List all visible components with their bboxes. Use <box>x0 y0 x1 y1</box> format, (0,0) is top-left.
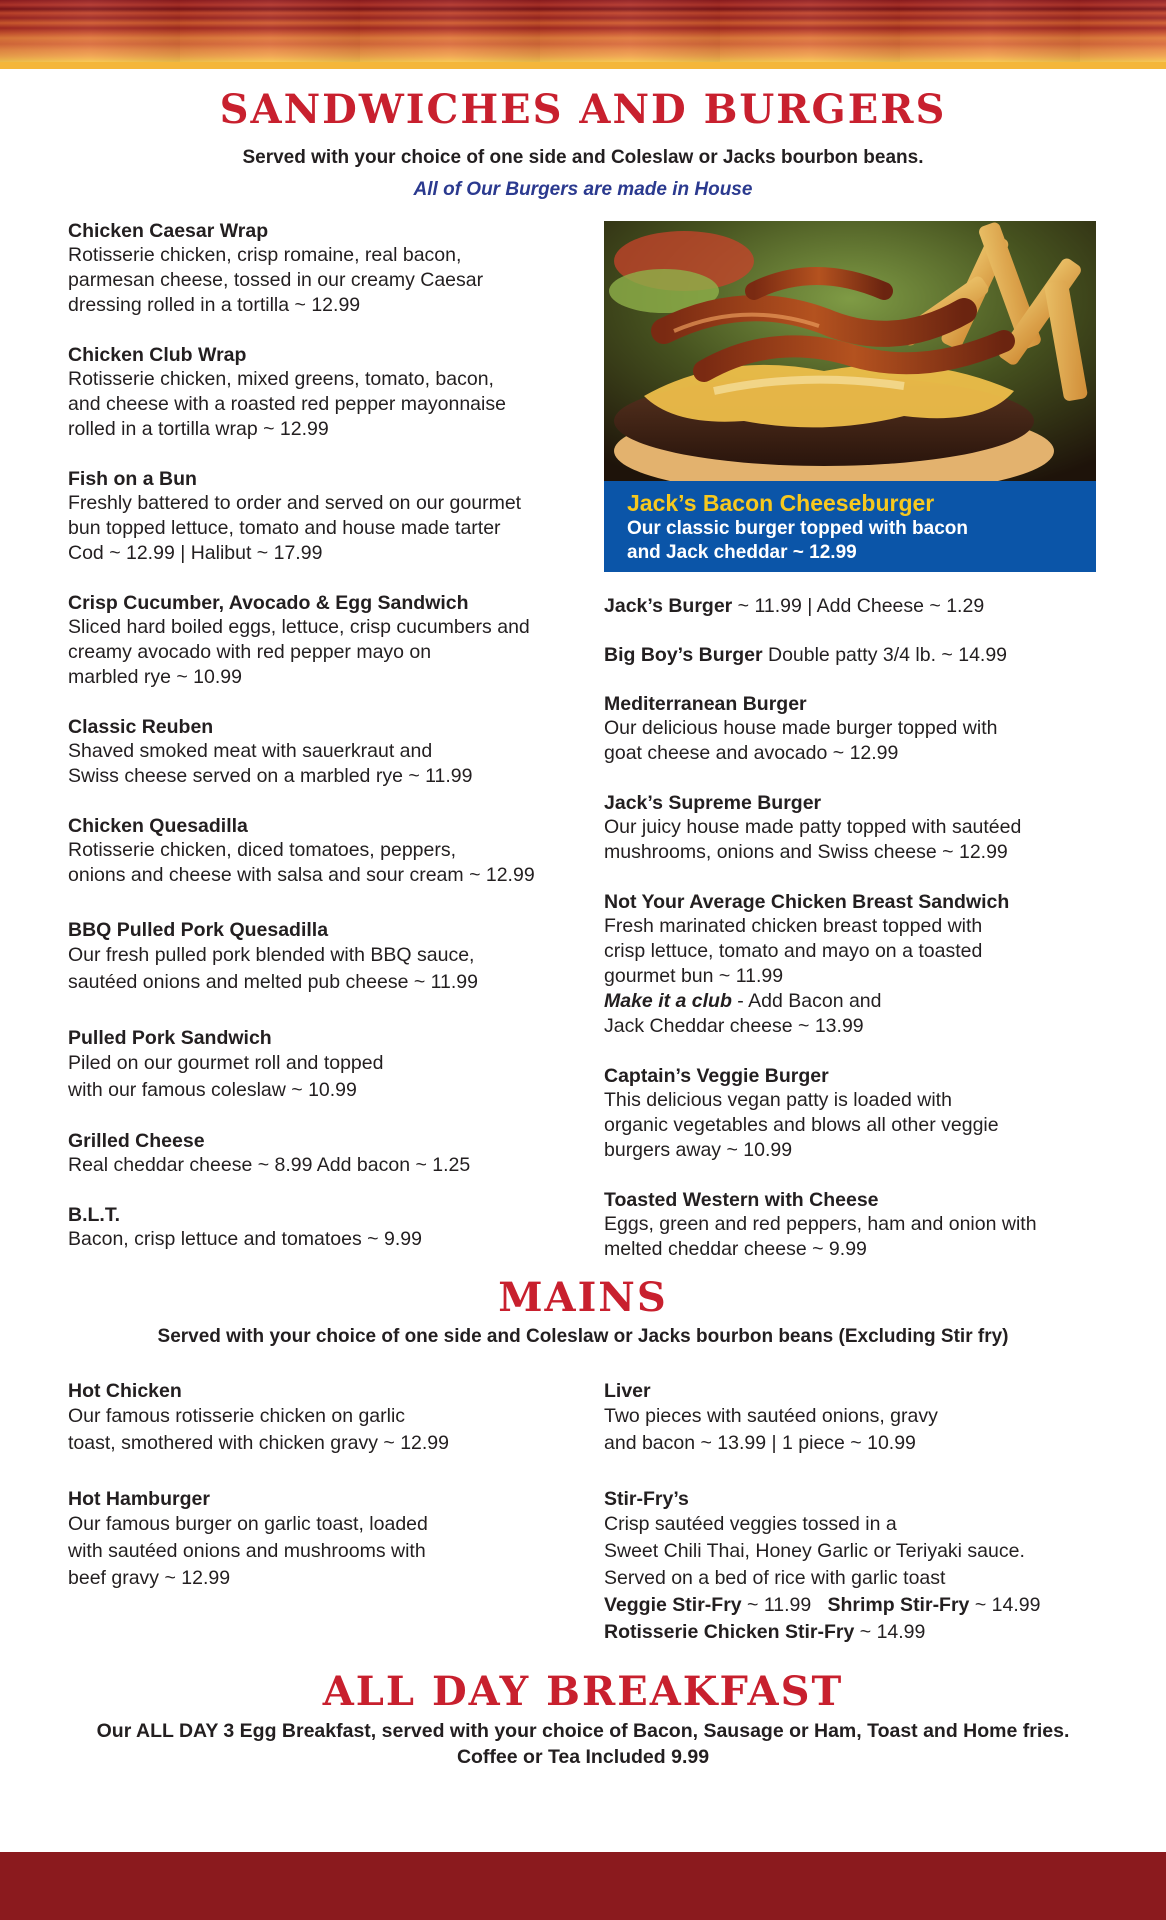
item-price: ~ 11.99 | Add Cheese ~ 1.29 <box>732 595 985 617</box>
menu-item <box>68 1129 588 1178</box>
item-price: Double patty 3/4 lb. ~ 14.99 <box>762 644 1008 666</box>
veggie-stirfry-name: Veggie Stir-Fry <box>604 1594 742 1616</box>
veggie-stirfry-price: ~ 11.99 <box>741 1594 812 1616</box>
stirfry-prices-row <box>604 1592 1104 1619</box>
item-desc: Rotisserie chicken, mixed greens, tomato, bacon, and cheese with a roasted red pepper mayonnaise rolled in a tortilla wrap ~ 12.99 <box>68 368 506 440</box>
menu-item <box>68 591 588 690</box>
chicken-stirfry-row <box>604 1619 1104 1646</box>
item-desc: Eggs, green and red peppers, ham and onion with melted cheddar cheese ~ 9.99 <box>604 1213 1037 1260</box>
item-desc: Our juicy house made patty topped with sautéed mushrooms, onions and Swiss cheese ~ 12.99 <box>604 816 1022 863</box>
sandwiches-title: SANDWICHES AND BURGERS <box>219 86 947 133</box>
item-desc: Two pieces with sautéed onions, gravy and bacon ~ 13.99 | 1 piece ~ 10.99 <box>604 1405 938 1454</box>
mains-title: MAINS <box>498 1274 668 1321</box>
feature-desc: Our classic burger topped with bacon and Jack cheddar ~ 12.99 <box>627 518 968 563</box>
item-desc: Our famous burger on garlic toast, loaded with sautéed onions and mushrooms with beef gravy ~ 12.99 <box>68 1513 428 1589</box>
menu-item <box>604 1188 1104 1262</box>
item-desc: Rotisserie chicken, crisp romaine, real bacon, parmesan cheese, tossed in our creamy Caesar dressing rolled in a tortilla ~ 12.99 <box>68 244 484 316</box>
item-name: Classic Reuben <box>68 716 214 738</box>
item-name: Hot Chicken <box>68 1380 182 1402</box>
item-name: BBQ Pulled Pork Quesadilla <box>68 919 329 941</box>
menu-item <box>604 1487 1104 1646</box>
shrimp-stirfry-name: Shrimp Stir-Fry <box>827 1594 970 1616</box>
item-name: Mediterranean Burger <box>604 693 807 715</box>
item-name: Jack’s Supreme Burger <box>604 792 822 814</box>
chicken-stirfry-price: ~ 14.99 <box>854 1621 926 1643</box>
item-desc: Our famous rotisserie chicken on garlic toast, smothered with chicken gravy ~ 12.99 <box>68 1405 449 1454</box>
item-name: Liver <box>604 1380 651 1402</box>
burgers-right-column <box>604 594 1104 1287</box>
burgers-tagline: All of Our Burgers are made in House <box>413 179 753 200</box>
item-name: Crisp Cucumber, Avocado & Egg Sandwich <box>68 592 469 614</box>
item-desc: Our delicious house made burger topped with goat cheese and avocado ~ 12.99 <box>604 717 998 764</box>
item-name: Grilled Cheese <box>68 1130 205 1152</box>
header-band-texture <box>0 0 1166 62</box>
item-desc: This delicious vegan patty is loaded with organic vegetables and blows all other veggie burgers away ~ 10.99 <box>604 1089 999 1161</box>
feature-title: Jack’s Bacon Cheeseburger <box>627 490 935 516</box>
item-desc: Crisp sautéed veggies tossed in a Sweet Chili Thai, Honey Garlic or Teriyaki sauce. Served on a bed of rice with garlic toast <box>604 1513 1025 1589</box>
item-name: Chicken Caesar Wrap <box>68 220 269 242</box>
sandwiches-left-column <box>68 219 588 1277</box>
item-name: Toasted Western with Cheese <box>604 1189 879 1211</box>
footer-band <box>0 1852 1166 1920</box>
club-desc-2: Jack Cheddar cheese ~ 13.99 <box>604 1015 864 1037</box>
item-desc: Our fresh pulled pork blended with BBQ sauce, sautéed onions and melted pub cheese ~ 11.99 <box>68 944 478 993</box>
menu-item <box>604 1064 1104 1163</box>
menu-item <box>68 918 588 996</box>
feature-caption <box>604 481 1096 572</box>
item-name: B.L.T. <box>68 1204 120 1226</box>
bacon-cheeseburger-photo <box>604 221 1096 481</box>
item-name: Stir-Fry’s <box>604 1488 689 1510</box>
item-name: Chicken Club Wrap <box>68 344 247 366</box>
item-desc: Bacon, crisp lettuce and tomatoes ~ 9.99 <box>68 1228 422 1250</box>
menu-item <box>68 343 588 442</box>
mains-right-column <box>604 1379 1104 1671</box>
menu-item <box>68 1026 588 1104</box>
menu-item <box>604 1379 1104 1457</box>
mains-left-column <box>68 1379 588 1617</box>
header-gold-stripe <box>0 62 1166 69</box>
menu-item <box>604 692 1104 766</box>
menu-item <box>68 814 588 888</box>
club-label: Make it a club <box>604 990 732 1012</box>
menu-item <box>68 467 588 566</box>
menu-item <box>68 1379 588 1457</box>
item-name: Big Boy’s Burger <box>604 644 763 666</box>
item-desc: Shaved smoked meat with sauerkraut and Swiss cheese served on a marbled rye ~ 11.99 <box>68 740 473 787</box>
item-desc: Piled on our gourmet roll and topped with our famous coleslaw ~ 10.99 <box>68 1052 384 1101</box>
item-name: Captain’s Veggie Burger <box>604 1065 829 1087</box>
breakfast-description: Our ALL DAY 3 Egg Breakfast, served with your choice of Bacon, Sausage or Ham, Toast and Home fries. Coffee or Tea Included 9.99 <box>96 1720 1070 1768</box>
item-desc: Rotisserie chicken, diced tomatoes, peppers, onions and cheese with salsa and sour cream ~ 12.99 <box>68 839 535 886</box>
menu-item <box>68 1203 588 1252</box>
item-name: Jack’s Burger <box>604 595 733 617</box>
menu-item <box>604 890 1104 1039</box>
item-desc: Freshly battered to order and served on our gourmet bun topped lettuce, tomato and house made tarter Cod ~ 12.99 | Halibut ~ 17.99 <box>68 492 522 564</box>
sandwiches-subhead: Served with your choice of one side and Coleslaw or Jacks bourbon beans. <box>242 147 924 168</box>
item-name: Not Your Average Chicken Breast Sandwich <box>604 891 1010 913</box>
item-desc: Fresh marinated chicken breast topped with crisp lettuce, tomato and mayo on a toasted gourmet bun ~ 11.99 <box>604 915 983 987</box>
menu-item <box>604 791 1104 865</box>
item-name: Chicken Quesadilla <box>68 815 248 837</box>
item-name: Fish on a Bun <box>68 468 197 490</box>
menu-item <box>68 1487 588 1592</box>
club-desc: - Add Bacon and <box>731 990 882 1012</box>
mains-subhead: Served with your choice of one side and Coleslaw or Jacks bourbon beans (Excluding Stir fry) <box>157 1326 1009 1347</box>
shrimp-stirfry-price: ~ 14.99 <box>969 1594 1041 1616</box>
item-desc: Real cheddar cheese ~ 8.99 Add bacon ~ 1.25 <box>68 1154 471 1176</box>
menu-item <box>68 715 588 789</box>
menu-item <box>604 643 1104 668</box>
chicken-stirfry-name: Rotisserie Chicken Stir-Fry <box>604 1621 855 1643</box>
menu-item <box>604 594 1104 619</box>
club-option <box>604 989 1104 1014</box>
burger-illustration <box>604 221 1096 481</box>
item-name: Pulled Pork Sandwich <box>68 1027 272 1049</box>
item-name: Hot Hamburger <box>68 1488 210 1510</box>
menu-item <box>68 219 588 318</box>
breakfast-title: ALL DAY BREAKFAST <box>322 1668 844 1715</box>
item-desc: Sliced hard boiled eggs, lettuce, crisp cucumbers and creamy avocado with red pepper mayo on marbled rye ~ 10.99 <box>68 616 530 688</box>
